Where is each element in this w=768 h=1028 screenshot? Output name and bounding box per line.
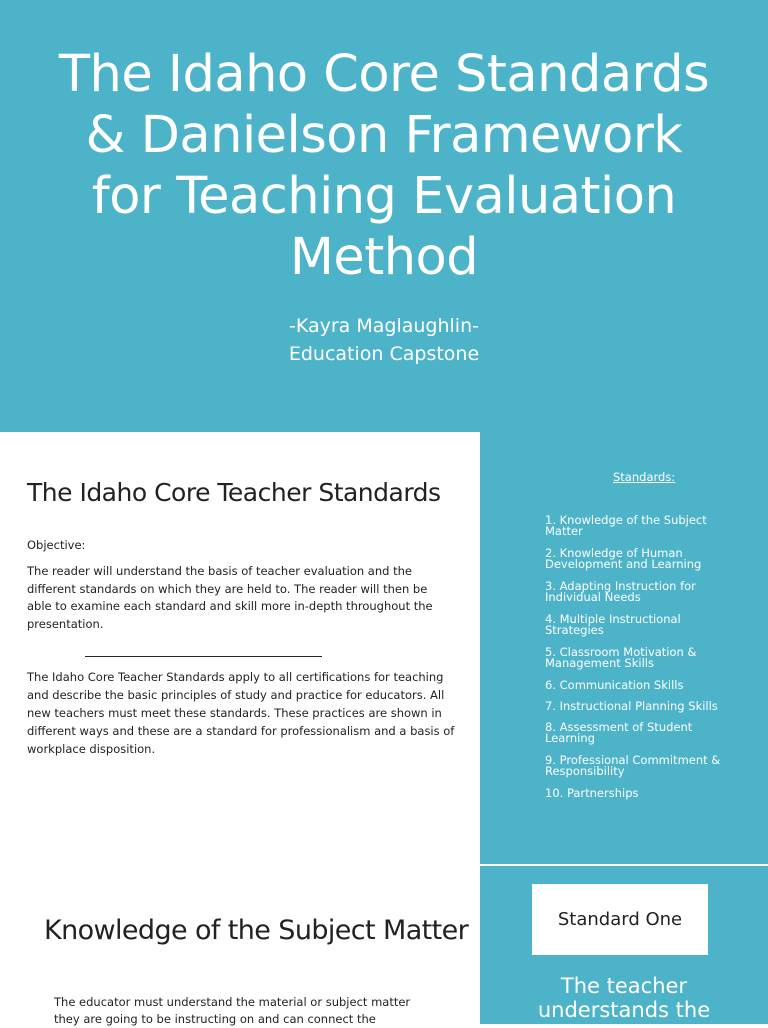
title-slide xyxy=(0,0,768,432)
standard-one-statement xyxy=(480,974,768,1022)
objective-text: The reader will understand the basis of teacher evaluation and the different standards on which they are held to. The reader will then be able to examine each standard and skill more in-depth throughout the presentation. xyxy=(27,564,433,631)
standard-item: 6. Communication Skills xyxy=(545,678,684,692)
course-line: Education Capstone xyxy=(288,343,480,365)
statement-line: understands the xyxy=(537,998,711,1022)
author-line: -Kayra Maglaughlin- xyxy=(289,315,479,337)
title-line: Method xyxy=(289,228,479,287)
standard-item: 7. Instructional Planning Skills xyxy=(545,699,718,713)
standard-item: 4. Multiple Instructional Strategies xyxy=(545,612,681,637)
standard-item: 9. Professional Commitment & Responsibility xyxy=(545,753,721,778)
divider-line xyxy=(85,656,322,657)
slide-heading: The Idaho Core Teacher Standards xyxy=(27,478,441,507)
title-line: The Idaho Core Standards xyxy=(58,45,710,104)
slide-heading: Knowledge of the Subject Matter xyxy=(44,915,469,946)
standard-item: 3. Adapting Instruction for Individual Needs xyxy=(545,579,696,604)
standard-item: 2. Knowledge of Human Development and Learning xyxy=(545,546,702,571)
standard-one-box: Standard One xyxy=(532,884,708,955)
statement-line: The teacher xyxy=(560,974,688,998)
presentation-subtitle xyxy=(0,312,768,368)
presentation-title xyxy=(30,44,738,288)
standard-item: 10. Partnerships xyxy=(545,786,639,800)
standard-one-text: The educator must understand the material or subject matter they are going to be instructing on and can connect the xyxy=(54,995,411,1026)
objective-label: Objective: xyxy=(27,538,86,552)
standards-description: The Idaho Core Teacher Standards apply to all certifications for teaching and describe the basic principles of study and practice for educators. All new teachers must meet these standards. These practices are shown in different ways and these are a standard for professionalism and a basis of workplace disposition. xyxy=(27,670,455,756)
standard-item: 1. Knowledge of the Subject Matter xyxy=(545,513,707,538)
standards-title: Standards: xyxy=(613,470,676,484)
standard-item: 8. Assessment of Student Learning xyxy=(545,720,693,745)
standards-list xyxy=(545,515,735,810)
standard-item: 5. Classroom Motivation & Management Skills xyxy=(545,645,697,670)
title-line: for Teaching Evaluation xyxy=(91,167,677,226)
title-line: & Danielson Framework xyxy=(85,106,683,165)
